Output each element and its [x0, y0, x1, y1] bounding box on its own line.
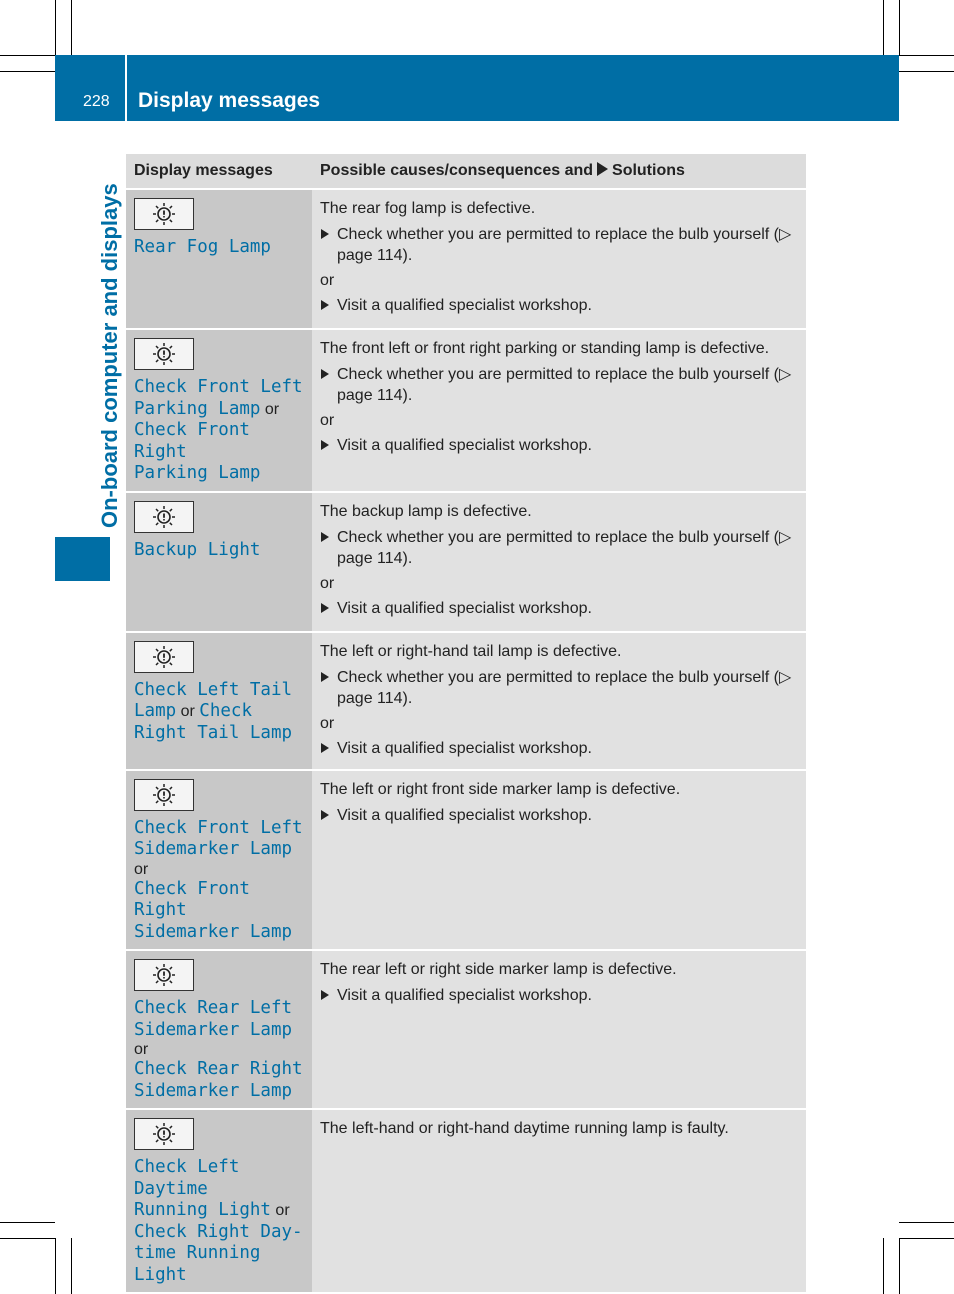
display-message-cell [126, 770, 312, 951]
message-line [134, 879, 304, 922]
message-line [134, 399, 304, 421]
display-message-cell [126, 492, 312, 632]
triangle-right-icon [321, 532, 329, 542]
display-message-text: Check Front Left [134, 817, 303, 838]
solution-cell [312, 329, 806, 492]
solution-step [320, 364, 798, 406]
solution-cell [312, 770, 806, 951]
display-message-cell [126, 632, 312, 770]
solution-cell [312, 492, 806, 632]
cause-text: The front left or front right parking or standing lamp is defective. [320, 340, 770, 357]
or-text: or [320, 714, 335, 732]
page-header [55, 55, 899, 121]
or-separator: or [264, 400, 280, 418]
solution-cell [312, 950, 806, 1109]
triangle-right-icon [321, 603, 329, 613]
table-row [126, 632, 806, 770]
crop-mark [71, 0, 72, 55]
display-message-text: Check Front Right [134, 420, 250, 462]
message-line [134, 1157, 304, 1200]
display-message-text: Sidemarker Lamp [134, 1080, 293, 1101]
triangle-right-icon [321, 743, 329, 753]
column-header-messages: Display messages [126, 154, 312, 189]
or-text: or [320, 412, 335, 429]
message-line [134, 540, 304, 562]
message-line [134, 839, 304, 879]
solution-step-text: Visit a qualified specialist workshop. [337, 437, 592, 454]
solution-step [320, 295, 798, 316]
display-message-text: Check Left Tail [134, 679, 293, 700]
crop-mark [899, 71, 954, 72]
crop-mark [883, 0, 884, 55]
bulb-warning-icon [134, 959, 194, 991]
column-header-solutions-label: Solutions [612, 162, 685, 179]
bulb-warning-icon [134, 779, 194, 811]
message-line [134, 1020, 304, 1060]
solution-step-text: Visit a qualified specialist workshop. [337, 599, 592, 617]
solution-cell [312, 189, 806, 329]
solution-step [320, 224, 798, 266]
or-separator: or [134, 860, 149, 878]
solution-step [320, 985, 798, 1006]
display-message-cell [126, 189, 312, 329]
display-message-text: Check [199, 701, 252, 721]
display-message-text: Check Front Left [134, 377, 303, 397]
display-message-text: Sidemarker Lamp [134, 839, 293, 859]
triangle-right-icon [321, 810, 329, 820]
display-message-text: Check Rear Left [134, 998, 293, 1018]
triangle-right-icon [597, 162, 608, 176]
message-line [134, 1222, 304, 1244]
solution-step-text: Check whether you are permitted to replace the bulb yourself (▷ page 114). [337, 226, 792, 264]
cause-text: The backup lamp is defective. [320, 502, 532, 520]
solution-step [320, 667, 798, 709]
message-line [134, 463, 304, 485]
solution-cell [312, 632, 806, 770]
display-messages-table [126, 154, 806, 1294]
cause-text: The left or right-hand tail lamp is defective. [320, 642, 622, 660]
solution-step [320, 435, 798, 456]
display-message-text: Backup Light [134, 539, 261, 560]
crop-mark [0, 55, 55, 56]
bulb-warning-icon [134, 641, 194, 673]
solution-cell [312, 1109, 806, 1293]
cause-text: The left-hand or right-hand daytime running lamp is faulty. [320, 1120, 729, 1137]
message-line [134, 377, 304, 399]
table-row [126, 189, 806, 329]
side-tab-label: On-board computer and displays [97, 183, 122, 528]
crop-mark [0, 71, 55, 72]
solution-step [320, 527, 798, 569]
crop-mark [899, 1238, 954, 1239]
table-row [126, 1109, 806, 1293]
message-line [134, 998, 304, 1020]
display-message-text: Parking Lamp [134, 463, 261, 483]
crop-mark [0, 1238, 55, 1239]
page-title: Display messages [138, 89, 321, 112]
table-row [126, 770, 806, 951]
table-row [126, 329, 806, 492]
cause-text: The rear left or right side marker lamp is defective. [320, 961, 677, 978]
side-tab-marker [55, 537, 110, 581]
or-separator: or [134, 1041, 149, 1058]
triangle-right-icon [321, 300, 329, 310]
solution-step [320, 598, 798, 619]
message-line [134, 818, 304, 840]
crop-mark [71, 1238, 72, 1294]
bulb-warning-icon [134, 1118, 194, 1150]
solution-step-text: Visit a qualified specialist workshop. [337, 739, 592, 757]
bulb-warning-icon [134, 338, 194, 370]
or-text: or [320, 272, 335, 289]
crop-mark [0, 1222, 55, 1223]
display-message-text: Rear Fog Lamp [134, 237, 271, 257]
side-tab [55, 121, 122, 581]
display-message-text: Check Left Daytime [134, 1157, 240, 1199]
triangle-right-icon [321, 229, 329, 239]
solution-step [320, 805, 798, 826]
message-line [134, 237, 304, 259]
crop-mark [899, 1222, 954, 1223]
table-row [126, 492, 806, 632]
solution-step-text: Visit a qualified specialist workshop. [337, 806, 592, 824]
display-message-text: Running Light [134, 1200, 271, 1220]
solution-step-text: Visit a qualified specialist workshop. [337, 987, 592, 1004]
display-message-text: Sidemarker Lamp [134, 921, 293, 942]
solution-step [320, 738, 798, 759]
crop-mark [55, 1238, 56, 1294]
message-line [134, 1081, 304, 1103]
display-message-text: Right Tail Lamp [134, 722, 293, 743]
table-row [126, 950, 806, 1109]
cause-text: The left or right front side marker lamp is defective. [320, 780, 681, 798]
message-line [134, 723, 304, 745]
crop-mark [899, 55, 954, 56]
display-message-cell [126, 329, 312, 492]
display-message-text: Sidemarker Lamp [134, 1019, 293, 1040]
display-message-text: Check Right Day- [134, 1221, 303, 1242]
solution-step-text: Visit a qualified specialist workshop. [337, 297, 592, 314]
or-separator: or [275, 1202, 290, 1219]
solution-step-text: Check whether you are permitted to replace the bulb yourself (▷ page 114). [337, 668, 792, 707]
display-message-text: Check Rear Right [134, 1059, 303, 1079]
display-message-text: Check Front Right [134, 878, 250, 920]
display-message-cell [126, 950, 312, 1109]
message-line [134, 922, 304, 944]
display-message-cell [126, 1109, 312, 1293]
message-line [134, 701, 304, 723]
display-message-text: time Running Light [134, 1243, 261, 1285]
or-text: or [320, 574, 335, 592]
message-line [134, 420, 304, 463]
bulb-warning-icon [134, 198, 194, 230]
triangle-right-icon [321, 369, 329, 379]
column-header-causes: Possible causes/consequences and [320, 162, 594, 179]
table-header-row [126, 154, 806, 189]
crop-mark [883, 1238, 884, 1294]
crop-mark [899, 1238, 900, 1294]
crop-mark [899, 0, 900, 55]
or-separator: or [180, 703, 195, 720]
solution-step-text: Check whether you are permitted to replace the bulb yourself (▷ page 114). [337, 528, 792, 567]
cause-text: The rear fog lamp is defective. [320, 200, 536, 217]
triangle-right-icon [321, 990, 329, 1000]
crop-mark [55, 0, 56, 55]
page-number: 228 [83, 93, 110, 110]
column-header-solutions [312, 154, 806, 189]
message-line [134, 680, 304, 702]
display-message-text: Lamp [134, 701, 177, 721]
message-line [134, 1200, 304, 1222]
solution-step-text: Check whether you are permitted to replace the bulb yourself (▷ page 114). [337, 366, 792, 404]
triangle-right-icon [321, 672, 329, 682]
header-divider [125, 55, 127, 121]
message-line [134, 1059, 304, 1081]
display-message-text: Parking Lamp [134, 398, 261, 419]
message-line [134, 1243, 304, 1286]
bulb-warning-icon [134, 501, 194, 533]
triangle-right-icon [321, 440, 329, 450]
